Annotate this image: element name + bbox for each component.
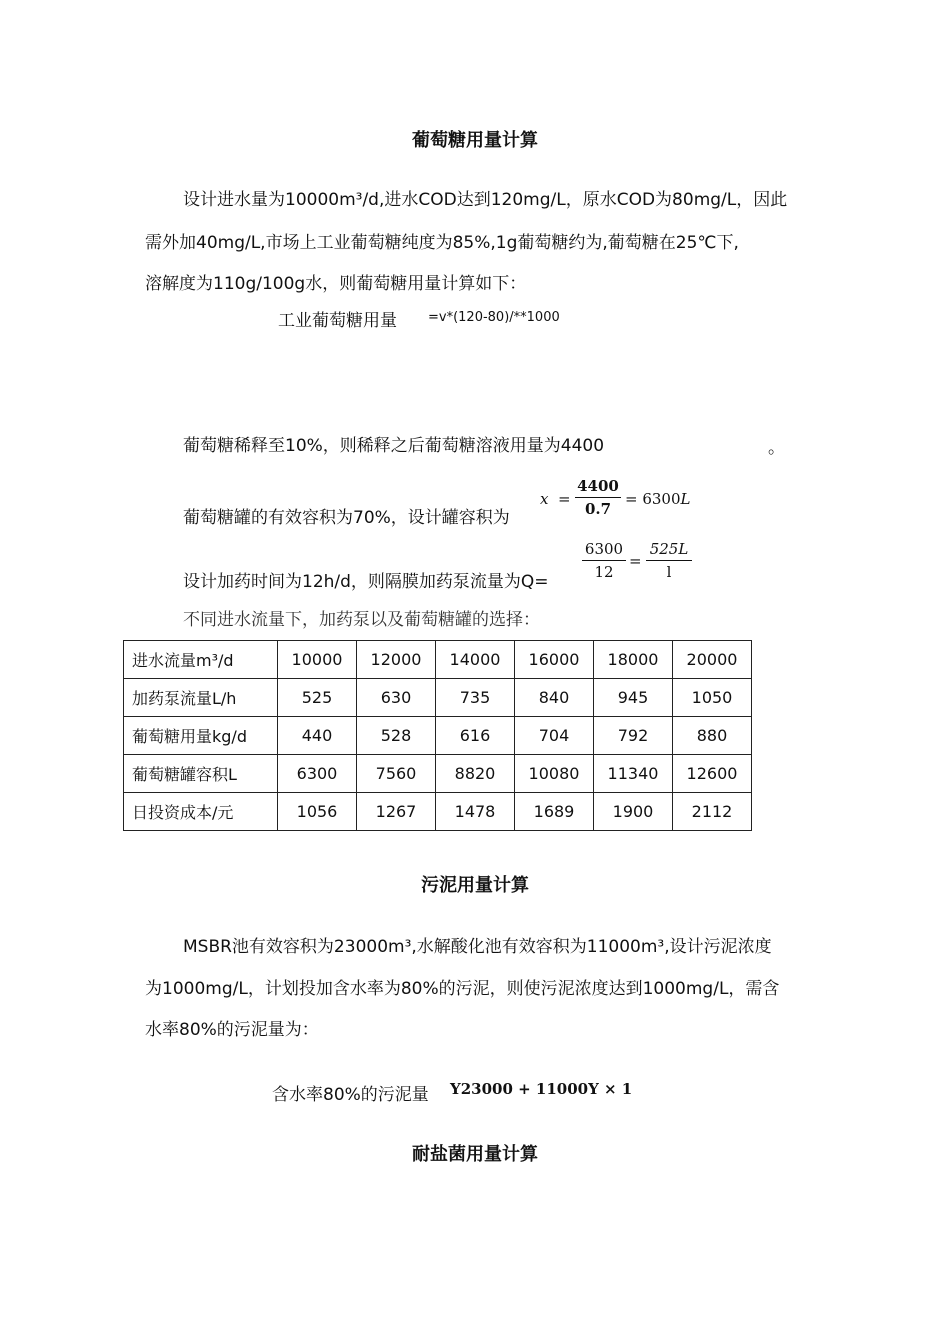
- row-label: 加药泵流量L/h: [124, 679, 278, 717]
- table-cell: 8820: [436, 755, 515, 793]
- paragraph-line: 为1000mg/L，计划投加含水率为80%的污泥，则使污泥浓度达到1000mg/L，需含: [145, 979, 780, 999]
- paragraph-line: MSBR池有效容积为23000m³,水解酸化池有效容积为11000m³,设计污泥浓度: [183, 937, 772, 957]
- table-cell: 10080: [515, 755, 594, 793]
- table-row: [124, 793, 752, 831]
- section-title-halotolerant: 耐盐菌用量计算: [412, 1144, 538, 1165]
- table-cell: 2112: [673, 793, 752, 831]
- row-label: 日投资成本/元: [124, 793, 278, 831]
- table-cell: 10000: [278, 641, 357, 679]
- table-cell: 1056: [278, 793, 357, 831]
- tank-text: 葡萄糖罐的有效容积为70%，设计罐容积为: [183, 508, 510, 528]
- sludge-formula-label: 含水率80%的污泥量: [272, 1085, 429, 1105]
- table-cell: 16000: [515, 641, 594, 679]
- table-cell: 440: [278, 717, 357, 755]
- table-row: [124, 679, 752, 717]
- formula-expression: =v*(120-80)/**1000: [428, 310, 560, 325]
- table-cell: 945: [594, 679, 673, 717]
- dilution-period: 。: [768, 438, 785, 458]
- table-cell: 1689: [515, 793, 594, 831]
- section-title-sludge: 污泥用量计算: [421, 875, 529, 896]
- tank-formula-result: [625, 490, 690, 508]
- fraction-bar: [582, 560, 626, 561]
- selection-table: [123, 640, 752, 831]
- table-cell: 792: [594, 717, 673, 755]
- pump-fraction-1-denominator: 12: [594, 563, 614, 581]
- table-cell: 12000: [357, 641, 436, 679]
- pump-fraction-1-numerator: 6300: [584, 540, 624, 558]
- table-cell: 704: [515, 717, 594, 755]
- tank-fraction-denominator: 0.7: [584, 500, 612, 518]
- table-cell: 7560: [357, 755, 436, 793]
- tank-result-value: = 6300: [625, 490, 681, 508]
- tank-result-unit: L: [680, 490, 691, 508]
- table-cell: 1050: [673, 679, 752, 717]
- table-intro: 不同进水流量下，加药泵以及葡萄糖罐的选择：: [183, 610, 540, 630]
- paragraph-line: 溶解度为110g/100g水，则葡萄糖用量计算如下：: [145, 274, 527, 294]
- table-cell: 528: [357, 717, 436, 755]
- pump-fraction-2-numerator: 525L: [649, 540, 689, 558]
- table-cell: 20000: [673, 641, 752, 679]
- pump-formula-equals: =: [629, 552, 642, 570]
- formula-label: 工业葡萄糖用量: [278, 311, 397, 331]
- table-cell: 12600: [673, 755, 752, 793]
- paragraph-line: 需外加40mg/L,市场上工业葡萄糖纯度为85%,1g葡萄糖约为,葡萄糖在25℃下,: [145, 233, 739, 253]
- pump-fraction-2: [646, 540, 692, 581]
- table-row: [124, 717, 752, 755]
- table-cell: 525: [278, 679, 357, 717]
- table-cell: 11340: [594, 755, 673, 793]
- sludge-formula-expression: Y23000 + 11000Y × 1: [450, 1080, 633, 1098]
- tank-fraction: [575, 477, 621, 518]
- table-cell: 735: [436, 679, 515, 717]
- table-cell: 18000: [594, 641, 673, 679]
- row-label: 葡萄糖罐容积L: [124, 755, 278, 793]
- table-cell: 630: [357, 679, 436, 717]
- fraction-bar: [646, 560, 692, 561]
- table-cell: 1900: [594, 793, 673, 831]
- paragraph-line: 设计进水量为10000m³/d,进水COD达到120mg/L，原水COD为80mg/L，因此: [183, 190, 788, 210]
- table-cell: 616: [436, 717, 515, 755]
- table-cell: 1478: [436, 793, 515, 831]
- pump-fraction-2-denominator: l: [666, 563, 672, 581]
- row-label: 葡萄糖用量kg/d: [124, 717, 278, 755]
- table-cell: 6300: [278, 755, 357, 793]
- tank-formula-equals: =: [558, 490, 571, 508]
- tank-formula-x: x: [540, 490, 549, 508]
- pump-fraction-1: [582, 540, 626, 581]
- pump-text: 设计加药时间为12h/d，则隔膜加药泵流量为Q=: [183, 572, 549, 592]
- section-title-glucose: 葡萄糖用量计算: [412, 130, 538, 151]
- table-cell: 880: [673, 717, 752, 755]
- dilution-text: 葡萄糖稀释至10%，则稀释之后葡萄糖溶液用量为4400: [183, 436, 605, 456]
- fraction-bar: [575, 497, 621, 498]
- row-label: 进水流量m³/d: [124, 641, 278, 679]
- paragraph-line: 水率80%的污泥量为：: [145, 1020, 319, 1040]
- tank-fraction-numerator: 4400: [577, 477, 619, 495]
- table-cell: 14000: [436, 641, 515, 679]
- table-cell: 1267: [357, 793, 436, 831]
- table-row: [124, 755, 752, 793]
- table-row: [124, 641, 752, 679]
- table-cell: 840: [515, 679, 594, 717]
